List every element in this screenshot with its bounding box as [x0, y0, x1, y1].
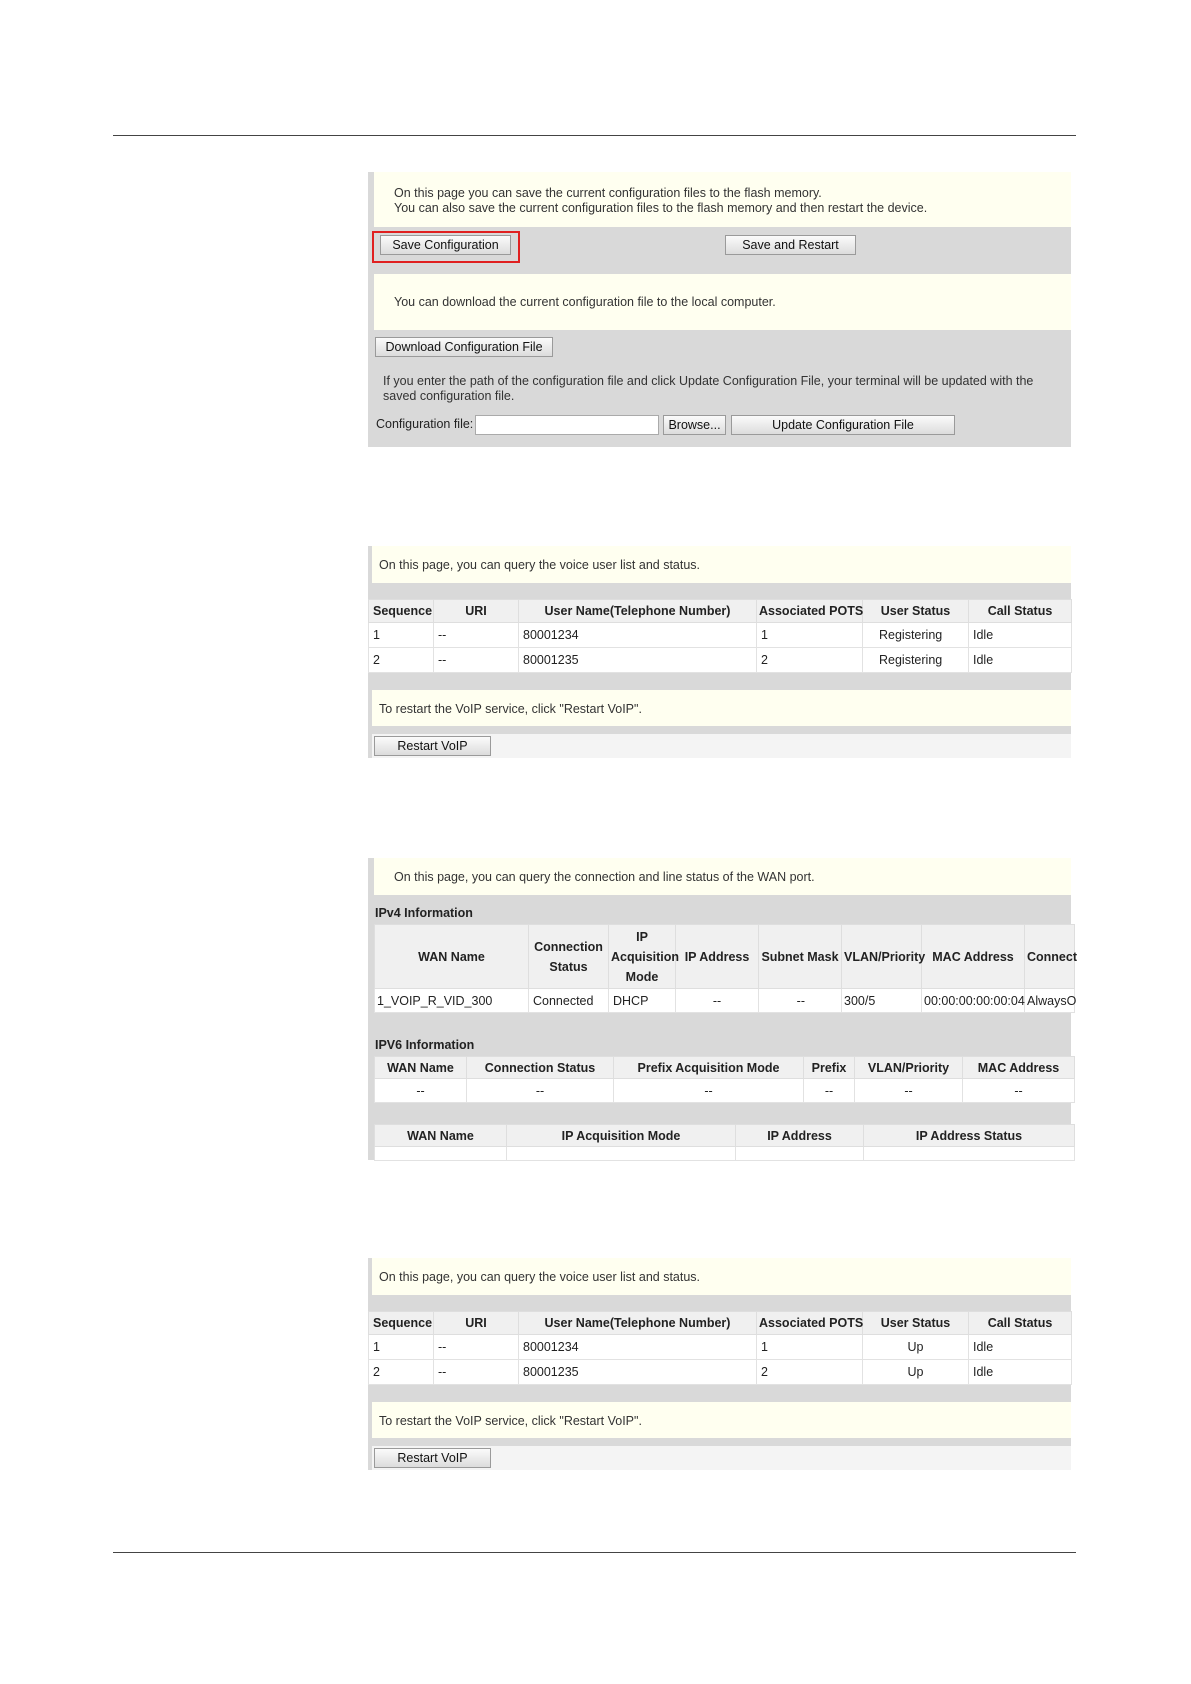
voip-user-table [368, 599, 1072, 673]
col-associated-pots: Associated POTS [757, 600, 863, 623]
cell: -- [614, 1079, 804, 1103]
table-row [369, 1360, 1072, 1385]
ipv4-section-title: IPv4 Information [375, 906, 473, 920]
voip-intro-note [372, 1258, 1071, 1295]
cell: 80001235 [519, 1360, 757, 1385]
cell: -- [434, 1360, 519, 1385]
table-row [375, 989, 1075, 1013]
cell: DHCP [609, 989, 676, 1013]
cell [736, 1147, 864, 1161]
save-configuration-button[interactable]: Save Configuration [380, 235, 511, 255]
cell: 1 [757, 1335, 863, 1360]
wan-intro-text: On this page, you can query the connection and line status of the WAN port. [394, 870, 815, 884]
cell: Connected [529, 989, 609, 1013]
cell: 00:00:00:00:00:04 [922, 989, 1025, 1013]
table-row [375, 1079, 1075, 1103]
wan-status-panel [368, 858, 1077, 1160]
cell: Idle [969, 623, 1072, 648]
ipv4-col-connect: Connect [1025, 925, 1075, 989]
cell: -- [434, 648, 519, 673]
cell: 1 [369, 623, 434, 648]
cell: Idle [969, 1360, 1072, 1385]
col-call-status: Call Status [969, 600, 1072, 623]
col-call-status: Call Status [969, 1312, 1072, 1335]
col-uri: URI [434, 1312, 519, 1335]
col-associated-pots: Associated POTS [757, 1312, 863, 1335]
ipv6-addr-col-ip-address-status: IP Address Status [864, 1125, 1075, 1147]
ipv6-col-connection-status: Connection Status [467, 1057, 614, 1079]
ipv4-col-connection-status: Connection Status [529, 925, 609, 989]
table-row [375, 1147, 1075, 1161]
wan-intro-note [374, 858, 1071, 895]
cell: Idle [969, 648, 1072, 673]
ipv4-col-ip-address: IP Address [676, 925, 759, 989]
ipv6-col-vlan-priority: VLAN/Priority [855, 1057, 963, 1079]
header-rule [113, 135, 1076, 136]
cell: 1_VOIP_R_VID_300 [375, 989, 529, 1013]
ipv6-addr-col-ip-acquisition-mode: IP Acquisition Mode [507, 1125, 736, 1147]
ipv6-table [374, 1056, 1075, 1103]
save-config-panel [368, 172, 1071, 447]
cell: 2 [757, 648, 863, 673]
cell: AlwaysO [1025, 989, 1075, 1013]
cell: 2 [369, 1360, 434, 1385]
cell: 80001234 [519, 623, 757, 648]
cell: Registering [863, 623, 969, 648]
voip-user-table [368, 1311, 1072, 1385]
save-intro-line2: You can also save the current configuration files to the flash memory and then restart the device. [394, 201, 928, 215]
table-row [369, 623, 1072, 648]
ipv4-table [374, 924, 1075, 1013]
cell [507, 1147, 736, 1161]
ipv6-col-prefix: Prefix [804, 1057, 855, 1079]
voip-intro-note [372, 546, 1071, 583]
ipv6-col-prefix-acquisition-mode: Prefix Acquisition Mode [614, 1057, 804, 1079]
col-sequence: Sequence [369, 600, 434, 623]
config-file-label: Configuration file: [376, 417, 474, 431]
cell: -- [434, 623, 519, 648]
save-and-restart-button[interactable]: Save and Restart [725, 235, 856, 255]
restart-note-text: To restart the VoIP service, click "Restart VoIP". [379, 702, 642, 716]
ipv6-section-title: IPV6 Information [375, 1038, 475, 1052]
col-user-name: User Name(Telephone Number) [519, 600, 757, 623]
save-intro-note [374, 172, 1071, 227]
restart-voip-button[interactable]: Restart VoIP [374, 1448, 491, 1468]
cell: Idle [969, 1335, 1072, 1360]
col-user-status: User Status [863, 1312, 969, 1335]
col-user-status: User Status [863, 600, 969, 623]
cell: Registering [863, 648, 969, 673]
cell: -- [963, 1079, 1075, 1103]
browse-button[interactable]: Browse... [663, 415, 726, 435]
config-file-input[interactable] [475, 415, 659, 435]
cell: -- [375, 1079, 467, 1103]
cell: -- [804, 1079, 855, 1103]
cell: 80001235 [519, 648, 757, 673]
footer-rule [113, 1552, 1076, 1553]
cell: 80001234 [519, 1335, 757, 1360]
voip-user-panel-1 [368, 546, 1071, 758]
restart-note [372, 1402, 1071, 1438]
table-row [369, 1335, 1072, 1360]
restart-voip-button[interactable]: Restart VoIP [374, 736, 491, 756]
cell [375, 1147, 507, 1161]
ipv6-col-mac-address: MAC Address [963, 1057, 1075, 1079]
table-row [369, 648, 1072, 673]
voip-user-panel-2 [368, 1258, 1071, 1470]
restart-note [372, 690, 1071, 726]
ipv4-col-ip-acquisition-mode: IP Acquisition Mode [609, 925, 676, 989]
cell: Up [863, 1360, 969, 1385]
cell: -- [759, 989, 842, 1013]
voip-intro-text: On this page, you can query the voice user list and status. [379, 558, 701, 572]
update-configuration-button[interactable]: Update Configuration File [731, 415, 955, 435]
cell: -- [676, 989, 759, 1013]
download-configuration-button[interactable]: Download Configuration File [375, 337, 553, 357]
cell: -- [467, 1079, 614, 1103]
cell: -- [434, 1335, 519, 1360]
cell: 300/5 [842, 989, 922, 1013]
save-intro-line1: On this page you can save the current configuration files to the flash memory. [394, 186, 822, 200]
ipv4-col-subnet-mask: Subnet Mask [759, 925, 842, 989]
cell: 2 [757, 1360, 863, 1385]
ipv6-col-wan-name: WAN Name [375, 1057, 467, 1079]
ipv6-address-table [374, 1124, 1075, 1161]
restart-note-text: To restart the VoIP service, click "Restart VoIP". [379, 1414, 642, 1428]
download-note-text: You can download the current configuration file to the local computer. [394, 295, 776, 309]
cell [864, 1147, 1075, 1161]
ipv6-addr-col-wan-name: WAN Name [375, 1125, 507, 1147]
cell: -- [855, 1079, 963, 1103]
ipv4-col-vlan-priority: VLAN/Priority [842, 925, 922, 989]
cell: Up [863, 1335, 969, 1360]
update-note: If you enter the path of the configuration file and click Update Configuration File, your terminal will be updated with the saved configuration file. [383, 374, 1034, 403]
ipv6-addr-col-ip-address: IP Address [736, 1125, 864, 1147]
col-user-name: User Name(Telephone Number) [519, 1312, 757, 1335]
col-sequence: Sequence [369, 1312, 434, 1335]
cell: 1 [369, 1335, 434, 1360]
download-note [374, 274, 1071, 330]
voip-intro-text: On this page, you can query the voice user list and status. [379, 1270, 701, 1284]
ipv4-col-mac-address: MAC Address [922, 925, 1025, 989]
cell: 1 [757, 623, 863, 648]
cell: 2 [369, 648, 434, 673]
ipv4-col-wan-name: WAN Name [375, 925, 529, 989]
col-uri: URI [434, 600, 519, 623]
